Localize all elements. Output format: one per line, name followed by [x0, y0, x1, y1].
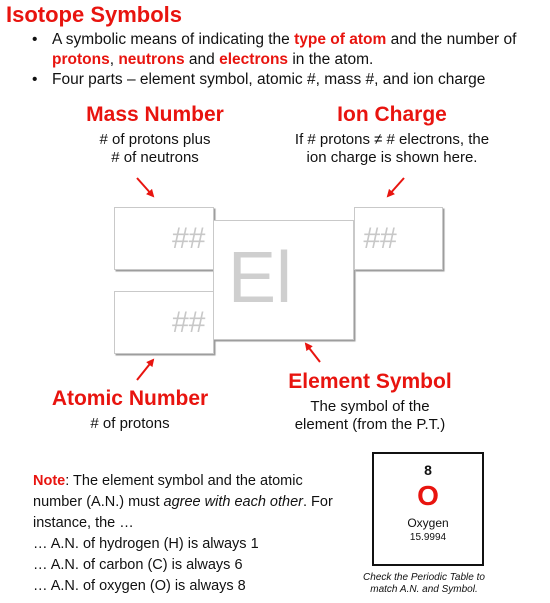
- bullet-2-text: Four parts – element symbol, atomic #, mass #, and ion charge: [52, 71, 486, 88]
- tile-element-name: Oxygen: [407, 516, 449, 530]
- bullet-1-text-b: and the number of: [386, 31, 517, 48]
- caption-line-1: Check the Periodic Table to: [363, 572, 485, 583]
- highlight-protons: protons: [52, 50, 110, 68]
- mass-number-placeholder: ##: [171, 222, 205, 255]
- periodic-table-tile: [372, 452, 484, 566]
- ion-charge-desc-2: ion charge is shown here.: [306, 149, 478, 166]
- note-emphasis: agree with each other: [163, 494, 303, 510]
- tile-element-symbol: O: [417, 480, 439, 511]
- bullet-dot-icon: •: [32, 31, 38, 48]
- tile-atomic-mass: 15.9994: [409, 532, 447, 543]
- ion-charge-arrow: [388, 178, 404, 196]
- ion-charge-desc-1: If # protons ≠ # electrons, the: [294, 131, 490, 148]
- element-symbol-desc-2: element (from the P.T.): [294, 416, 446, 433]
- mass-number-arrow: [137, 178, 153, 196]
- highlight-electrons: electrons: [219, 50, 289, 68]
- note-text-b: . For instance, the …: [33, 494, 333, 531]
- caption-line-2: match A.N. and Symbol.: [370, 584, 478, 595]
- note-paragraph: [33, 471, 343, 534]
- atomic-number-placeholder: ##: [171, 306, 205, 339]
- page-title: Isotope Symbols: [6, 2, 183, 27]
- highlight-type-of-atom: type of atom: [294, 31, 387, 48]
- note-line-hydrogen: … A.N. of hydrogen (H) is always 1: [33, 536, 259, 552]
- ion-charge-heading: Ion Charge: [337, 103, 447, 126]
- atomic-number-heading: Atomic Number: [51, 387, 209, 410]
- note-label: Note: [33, 473, 66, 489]
- bullet-1-text-e: in the atom.: [288, 50, 374, 68]
- bullet-1-text-a: A symbolic means of indicating the: [52, 31, 295, 48]
- note-text-a: : The element symbol and the atomic number (A.N.) must: [33, 473, 303, 510]
- ion-charge-placeholder: ##: [363, 222, 397, 255]
- element-symbol-arrow: [306, 344, 320, 362]
- mass-number-desc-1: # of protons plus: [99, 131, 211, 148]
- note-line-carbon: … A.N. of carbon (C) is always 6: [33, 557, 243, 573]
- tile-atomic-number: 8: [424, 462, 432, 478]
- mass-number-desc-2: # of neutrons: [111, 149, 199, 166]
- element-symbol-placeholder: El: [228, 238, 293, 318]
- atomic-number-callout: [20, 387, 240, 433]
- element-symbol-desc-1: The symbol of the: [310, 398, 430, 415]
- note-block: [33, 471, 343, 597]
- bullet-1-text-d: and: [184, 50, 220, 68]
- highlight-neutrons: neutrons: [118, 50, 185, 68]
- bullet-dot-icon: •: [32, 71, 38, 88]
- atomic-number-desc: # of protons: [90, 415, 170, 432]
- note-line-oxygen: … A.N. of oxygen (O) is always 8: [33, 578, 246, 594]
- mass-number-heading: Mass Number: [86, 103, 224, 126]
- periodic-table-caption: [338, 572, 510, 596]
- bullet-1-text-c: ,: [109, 50, 119, 68]
- atomic-number-arrow: [137, 360, 153, 380]
- element-symbol-heading: Element Symbol: [288, 370, 452, 393]
- element-symbol-callout: [250, 370, 490, 434]
